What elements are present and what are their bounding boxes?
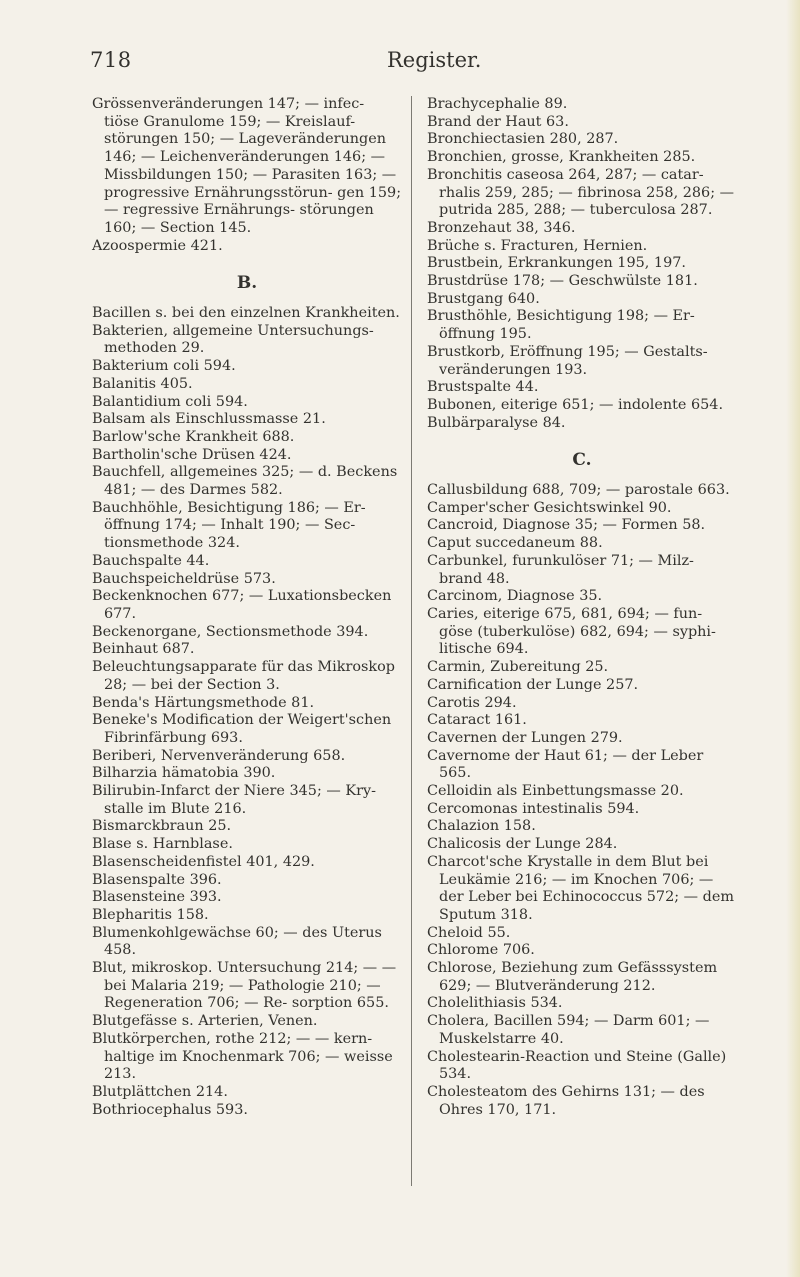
index-entry: Blasensteine 393. [92,889,222,906]
index-entry: Bismarckbraun 25. [92,818,232,835]
index-entry: Cancroid, Diagnose 35; — Formen 58. [427,517,706,534]
index-entry: Brüche s. Fracturen, Hernien. [427,237,648,254]
index-column-left [92,96,402,1119]
index-entry: Bilirubin-Infarct der Niere 345; — Kry- stalle im Blute 216. [92,783,376,817]
index-entry: Callusbildung 688, 709; — parostale 663. [427,482,730,499]
index-entry: Bulbärparalyse 84. [427,414,566,431]
index-entry: Brustdrüse 178; — Geschwülste 181. [427,273,698,290]
index-entry: Caries, eiterige 675, 681, 694; — fun- göse (tuberkulöse) 682, 694; — syphi- litische 694. [427,605,716,658]
index-entry: Beckenknochen 677; — Luxationsbecken 677. [92,588,392,622]
index-entry: Brustbein, Erkrankungen 195, 197. [427,255,686,272]
index-entry: Bacillen s. bei den einzelnen Krankheiten. [92,305,400,322]
index-entry: Bauchhöhle, Besichtigung 186; — Er- öffnung 174; — Inhalt 190; — Sec- tionsmethode 324. [92,499,366,552]
index-entry: Blase s. Harnblase. [92,836,233,853]
index-entry: Bronchien, grosse, Krankheiten 285. [427,149,696,166]
index-entry: Beckenorgane, Sectionsmethode 394. [92,623,369,640]
index-entry: Bubonen, eiterige 651; — indolente 654. [427,396,724,413]
index-entry: Balantidium coli 594. [92,393,248,410]
index-entry: Bakterium coli 594. [92,358,236,375]
index-entry: Bronchitis caseosa 264, 287; — catar- rhalis 259, 285; — fibrinosa 258, 286; — putrida 285, 288; — tuberculosa 287. [427,166,735,219]
index-entry: Cholesteatom des Gehirns 131; — des Ohres 170, 171. [427,1083,705,1118]
index-entry: Azoospermie 421. [92,237,223,254]
index-entry: Carotis 294. [427,694,517,711]
index-entry: Bauchspeicheldrüse 573. [92,570,276,587]
index-entry: Bronchiectasien 280, 287. [427,131,619,148]
index-entry: Bartholin'sche Drüsen 424. [92,446,292,463]
index-entry: Chalazion 158. [427,818,536,835]
index-entry: Brand der Haut 63. [427,113,569,130]
index-entry: Brustkorb, Eröffnung 195; — Gestalts- veränderungen 193. [427,343,708,378]
index-entry: Charcot'sche Krystalle in dem Blut bei Leukämie 216; — im Knochen 706; — der Leber bei Echinococcus 572; — dem Sputum 318. [427,853,735,923]
index-entry: Brusthöhle, Besichtigung 198; — Er- öffnung 195. [427,308,695,343]
index-entry: Cavernome der Haut 61; — der Leber 565. [427,747,704,782]
index-entry: Blutgefässe s. Arterien, Venen. [92,1013,318,1030]
page-title: Register. [387,48,482,72]
index-entry: Carnification der Lunge 257. [427,676,639,693]
index-entry: Carbunkel, furunkulöser 71; — Milz- brand 48. [427,552,694,587]
index-entry: Balsam als Einschlussmasse 21. [92,411,326,428]
index-entry: Chlorome 706. [427,942,535,959]
index-entry: Carmin, Zubereitung 25. [427,659,609,676]
index-entry: Bauchfell, allgemeines 325; — d. Beckens 481; — des Darmes 582. [92,464,398,499]
index-entry: Chalicosis der Lunge 284. [427,836,618,853]
index-column-right [427,96,737,1119]
index-entry: Cataract 161. [427,712,527,729]
index-entry: Blutkörperchen, rothe 212; — — kern- haltige im Knochenmark 706; — weisse 213. [92,1030,393,1083]
column-divider [411,96,412,1186]
index-entry: Cholera, Bacillen 594; — Darm 601; — Muskelstarre 40. [427,1013,710,1047]
index-entry: Cercomonas intestinalis 594. [427,800,640,817]
page-edge-shadow [786,0,800,1277]
index-entry: Grössenveränderungen 147; — infec- tiöse Granulome 159; — Kreislauf- störungen 150; — Lageveränderungen 146; — Leichenveränderungen 146; — Missbildungen 150; — Parasiten 163; — progressive Ernährungsstörun- gen 159; — regressive Ernährungs- störungen 160; — Section 145. [92,96,402,236]
section-heading: C. [572,450,592,471]
index-entry: Chlorose, Beziehung zum Gefässsystem 629; — Blutveränderung 212. [427,960,718,994]
index-entry: Blasenscheidenfistel 401, 429. [92,853,315,870]
index-entry: Beleuchtungsapparate für das Mikroskop 28; — bei der Section 3. [92,659,396,693]
index-entry: Beinhaut 687. [92,641,195,658]
index-entry: Blasenspalte 396. [92,871,222,888]
index-entry: Carcinom, Diagnose 35. [427,588,603,605]
index-entry: Brachycephalie 89. [427,96,568,112]
index-entry: Blepharitis 158. [92,906,209,923]
section-heading: B. [236,273,258,294]
index-entry: Brustgang 640. [427,290,540,307]
index-entry: Bronzehaut 38, 346. [427,219,576,236]
index-entry: Blumenkohlgewächse 60; — des Uterus 458. [92,924,382,959]
index-entry: Cholelithiasis 534. [427,995,563,1012]
index-entry: Blut, mikroskop. Untersuchung 214; — — bei Malaria 219; — Pathologie 210; — Regeneration 706; — Re- sorption 655. [92,960,397,1012]
index-entry: Cheloid 55. [427,924,511,941]
index-entry: Beriberi, Nervenveränderung 658. [92,747,346,764]
index-entry: Bilharzia hämatobia 390. [92,765,276,782]
index-entry: Blutplättchen 214. [92,1083,228,1100]
index-entry: Cavernen der Lungen 279. [427,729,623,746]
index-entry: Bothriocephalus 593. [92,1101,248,1118]
index-entry: Beneke's Modification der Weigert'schen Fibrinfärbung 693. [92,712,392,746]
index-entry: Bakterien, allgemeine Untersuchungs- methoden 29. [92,322,374,357]
index-entry: Benda's Härtungsmethode 81. [92,694,315,711]
index-entry: Brustspalte 44. [427,379,539,396]
index-entry: Barlow'sche Krankheit 688. [92,428,295,445]
index-entry: Bauchspalte 44. [92,552,210,569]
index-entry: Camper'scher Gesichtswinkel 90. [427,499,672,516]
index-entry: Celloidin als Einbettungsmasse 20. [427,783,684,800]
page-header [90,48,750,78]
index-entry: Cholestearin-Reaction und Steine (Galle) 534. [427,1048,727,1083]
index-entry: Balanitis 405. [92,375,193,392]
index-entry: Caput succedaneum 88. [427,535,603,552]
page-number: 718 [90,48,132,72]
